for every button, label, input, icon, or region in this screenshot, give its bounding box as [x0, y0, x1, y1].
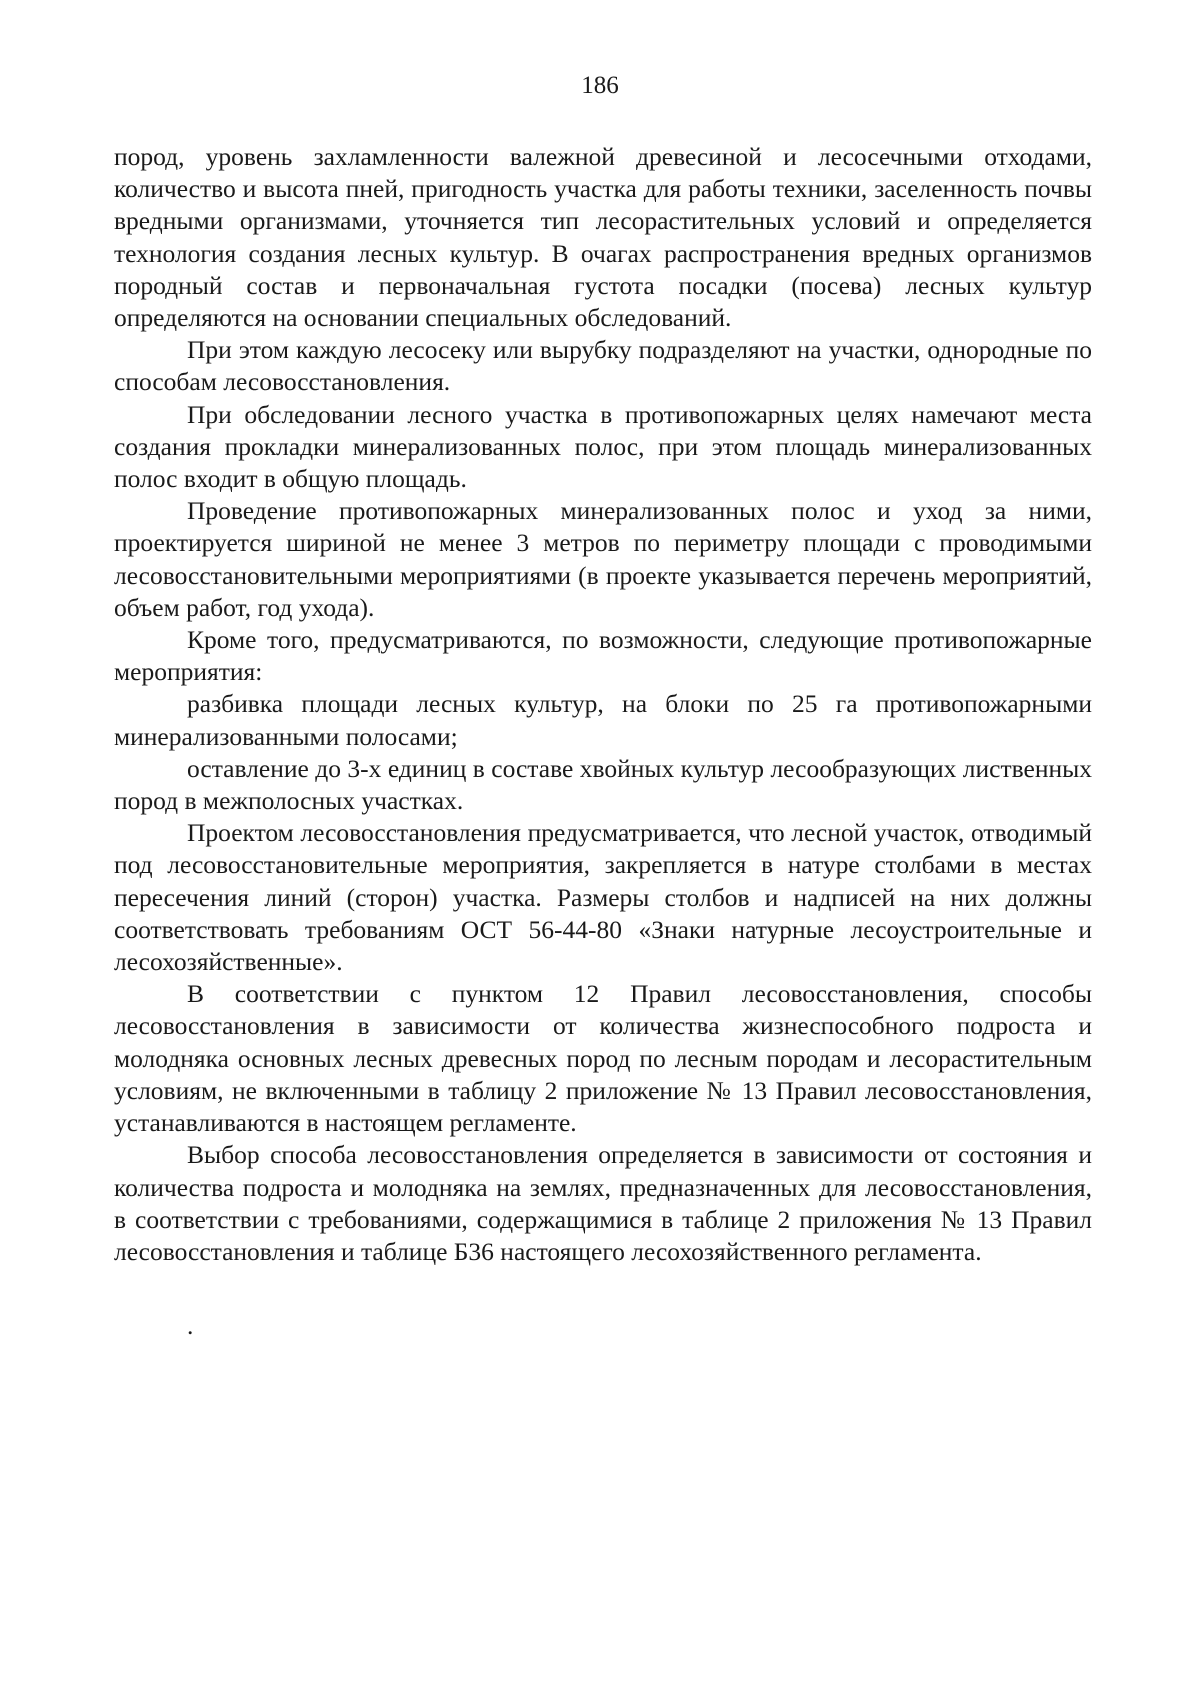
list-item-paragraph: разбивка площади лесных культур, на блоки по 25 га противопожарными минерализованными полосами;: [114, 689, 1092, 751]
paragraph: В соответствии с пунктом 12 Правил лесовосстановления, способы лесовосстановления в зависимости от количества жизнеспособного подроста и молодняка основных лесных древесных пород по лесным породам и лесорастительным условиям, не включенными в таблицу 2 приложение № 13 Правил лесовосстановления, устанавливаются в настоящем регламенте.: [114, 979, 1092, 1138]
paragraph: Проведение противопожарных минерализованных полос и уход за ними, проектируется шириной не менее 3 метров по периметру площади с проводимыми лесовосстановительными мероприятиями (в проекте указывается перечень мероприятий, объем работ, год ухода).: [114, 496, 1092, 622]
page-number: 186: [581, 72, 619, 99]
body-text: [114, 141, 1092, 1268]
list-item-paragraph: оставление до 3-х единиц в составе хвойных культур лесообразующих лиственных пород в межполосных участках.: [114, 753, 1092, 816]
paragraph-continuation: пород, уровень захламленности валежной древесиной и лесосечными отходами, количество и высота пней, пригодность участка для работы техники, заселенность почвы вредными организмами, уточняется тип лесорастительных условий и определяется технология создания лесных культур. В очагах распространения вредных организмов породный состав и первоначальная густота посадки (посева) лесных культур определяются на основании специальных обследований.: [114, 142, 1092, 333]
paragraph: Выбор способа лесовосстановления определяется в зависимости от состояния и количества подроста и молодняка на землях, предназначенных для лесовосстановления, в соответствии с требованиями, содержащимися в таблице 2 приложения № 13 Правил лесовосстановления и таблице Б36 настоящего лесохозяйственного регламента.: [114, 1140, 1092, 1266]
trailing-mark: .: [187, 1311, 194, 1340]
paragraph: При этом каждую лесосеку или вырубку подразделяют на участки, однородные по способам лесовосстановления.: [114, 335, 1092, 397]
paragraph: Кроме того, предусматриваются, по возможности, следующие противопожарные мероприятия:: [114, 625, 1092, 687]
paragraph: Проектом лесовосстановления предусматривается, что лесной участок, отводимый под лесовосстановительные мероприятия, закрепляется в натуре столбами в местах пересечения линий (сторон) участка. Размеры столбов и надписей на них должны соответствовать требованиям ОСТ 56-44-80 «Знаки натурные лесоустроительные и лесохозяйственные».: [114, 818, 1092, 977]
paragraph: При обследовании лесного участка в противопожарных целях намечают места создания прокладки минерализованных полос, при этом площадь минерализованных полос входит в общую площадь.: [114, 399, 1092, 494]
